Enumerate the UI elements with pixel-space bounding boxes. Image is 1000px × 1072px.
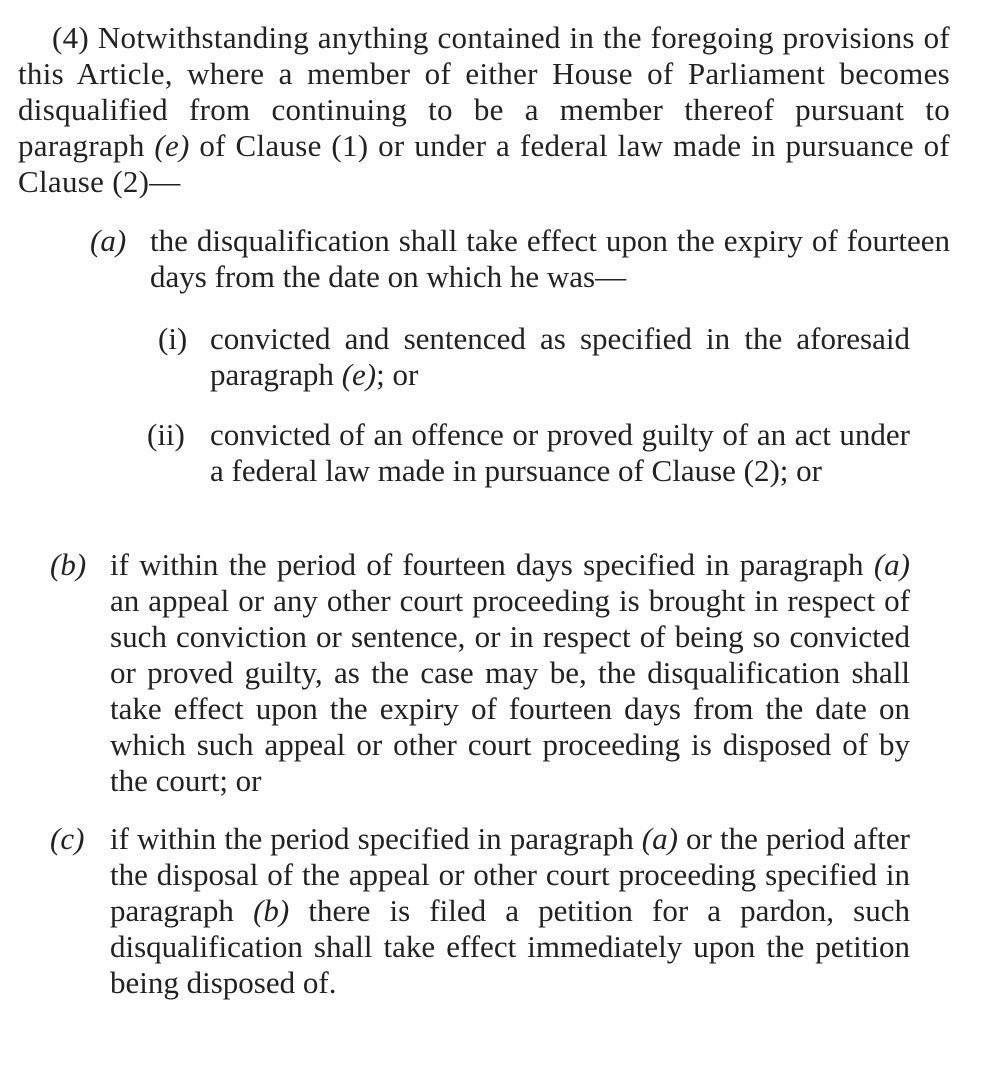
sub-paragraph-text: the disqualification shall take effect upon the expiry of fourteen days from the date on which he was— [150,223,950,294]
sub-item-label: (ii) [147,417,185,452]
sub-paragraph-text [110,547,910,799]
intro-text-part: of Clause (1) or under a federal law made in pursuance of Clause (2)— [18,128,950,199]
sub-paragraph-label [50,547,86,583]
paragraph-reference: (e) [341,357,377,392]
text-part: or the period after the disposal of the appeal or other court proceeding specified in paragraph [110,821,910,928]
paragraph-reference: (b) [253,893,290,928]
sub-item-text: convicted of an offence or proved guilty of an act under a federal law made in pursuance of Clause (2); or [210,417,910,488]
paragraph-reference: (a) [641,821,678,856]
label-text: (c) [50,821,85,856]
clause-4-intro-paragraph [18,20,950,200]
sub-paragraph-text [110,821,910,1001]
sub-item-text [210,321,910,393]
sub-item-label: (i) [158,321,188,356]
text-part: if within the period specified in paragraph [110,821,642,856]
text-part: an appeal or any other court proceeding is brought in respect of such conviction or sentence, or in respect of being so convicted or proved guilty, as the case may be, the disqualification shall take effect upon the expiry of fourteen days from the date on which such appeal or other court proceeding is disposed of by the court; or [110,583,910,798]
paragraph-reference: (e) [154,128,190,163]
text-part: ; or [376,357,419,392]
text-part: if within the period of fourteen days specified in paragraph [110,547,874,582]
label-text: (b) [50,547,87,582]
sub-paragraph-label [90,223,126,259]
intro-text-part: (4) Notwithstanding anything contained in the foregoing provisions of this Article, where a member of either House of Parliament becomes disqualified from continuing to be a member thereof pursuant to paragraph [18,20,950,163]
text-part: convicted and sentenced as specified in the aforesaid paragraph [210,321,910,392]
label-text: (a) [90,223,127,258]
paragraph-reference: (a) [873,547,910,582]
text-part: there is filed a petition for a pardon, such disqualification shall take effect immediately upon the petition being disposed of. [110,893,910,1000]
sub-paragraph-label [50,821,84,857]
